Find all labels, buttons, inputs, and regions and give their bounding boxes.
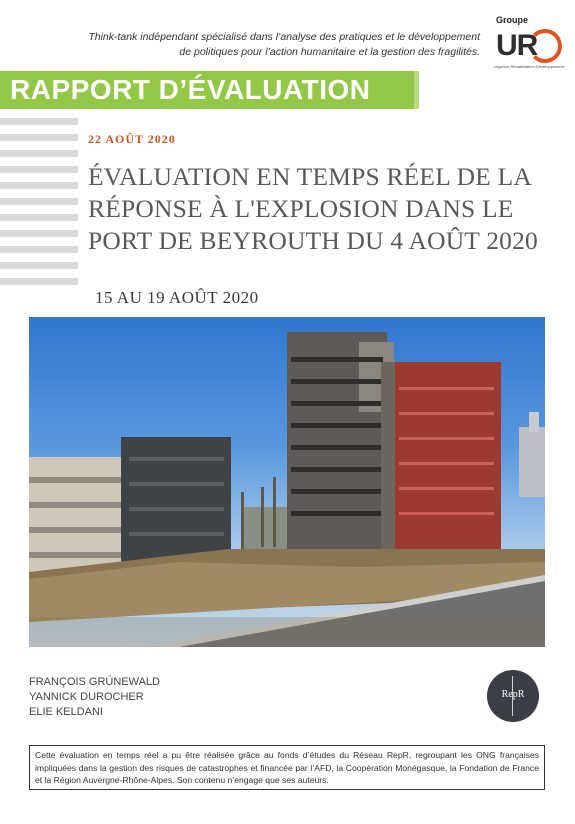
title-line: RÉPONSE À L'EXPLOSION DANS LE — [88, 194, 514, 223]
tagline-line-2: de politiques pour l’action humanitaire et la gestion des fragilités. — [179, 46, 480, 58]
repr-logo-label: RepR — [501, 689, 525, 700]
evaluation-period: 15 AU 19 AOÛT 2020 — [95, 288, 259, 307]
cover-photo-beirut-port — [29, 317, 545, 647]
author-name: YANNICK DUROCHER — [29, 691, 144, 703]
author-list — [29, 675, 160, 720]
funding-note: Cette évaluation en temps réel a pu être réalisée grâce au fonds d’études du Réseau RepR, regroupant les ONG françaises impliquées dans la gestion des risques de catastrophes et financée par l’AFD, la Coopération Monégasque, la Fondation de France et la Région Auvergne-Rhône-Alpes. Son contenu n’engage que ses auteurs. — [29, 745, 545, 790]
decorative-stripes — [0, 118, 78, 286]
logo-ring-icon — [528, 29, 562, 63]
tagline-line-1: Think-tank indépendant spécialisé dans l’analyse des pratiques et le développement — [88, 31, 480, 43]
groupe-urd-logo — [490, 15, 575, 75]
title-line: ÉVALUATION EN TEMPS RÉEL DE LA — [88, 162, 532, 191]
logo-subtitle: Urgence-Réhabilitation-Développement — [494, 64, 565, 69]
author-name: FRANÇOIS GRÜNEWALD — [29, 676, 160, 688]
title-line: PORT DE BEYROUTH DU 4 AOÛT 2020 — [88, 226, 538, 255]
logo-groupe-text: Groupe — [496, 15, 529, 25]
report-title — [88, 161, 558, 257]
banner-label: RAPPORT D’ÉVALUATION — [10, 74, 371, 105]
repr-network-logo — [487, 670, 539, 722]
organization-tagline — [60, 30, 480, 60]
author-name: ELIE KELDANI — [29, 706, 103, 718]
report-type-banner — [0, 71, 419, 109]
logo-ur-text: UR — [496, 29, 538, 62]
report-date: 22 AOÛT 2020 — [88, 132, 176, 146]
